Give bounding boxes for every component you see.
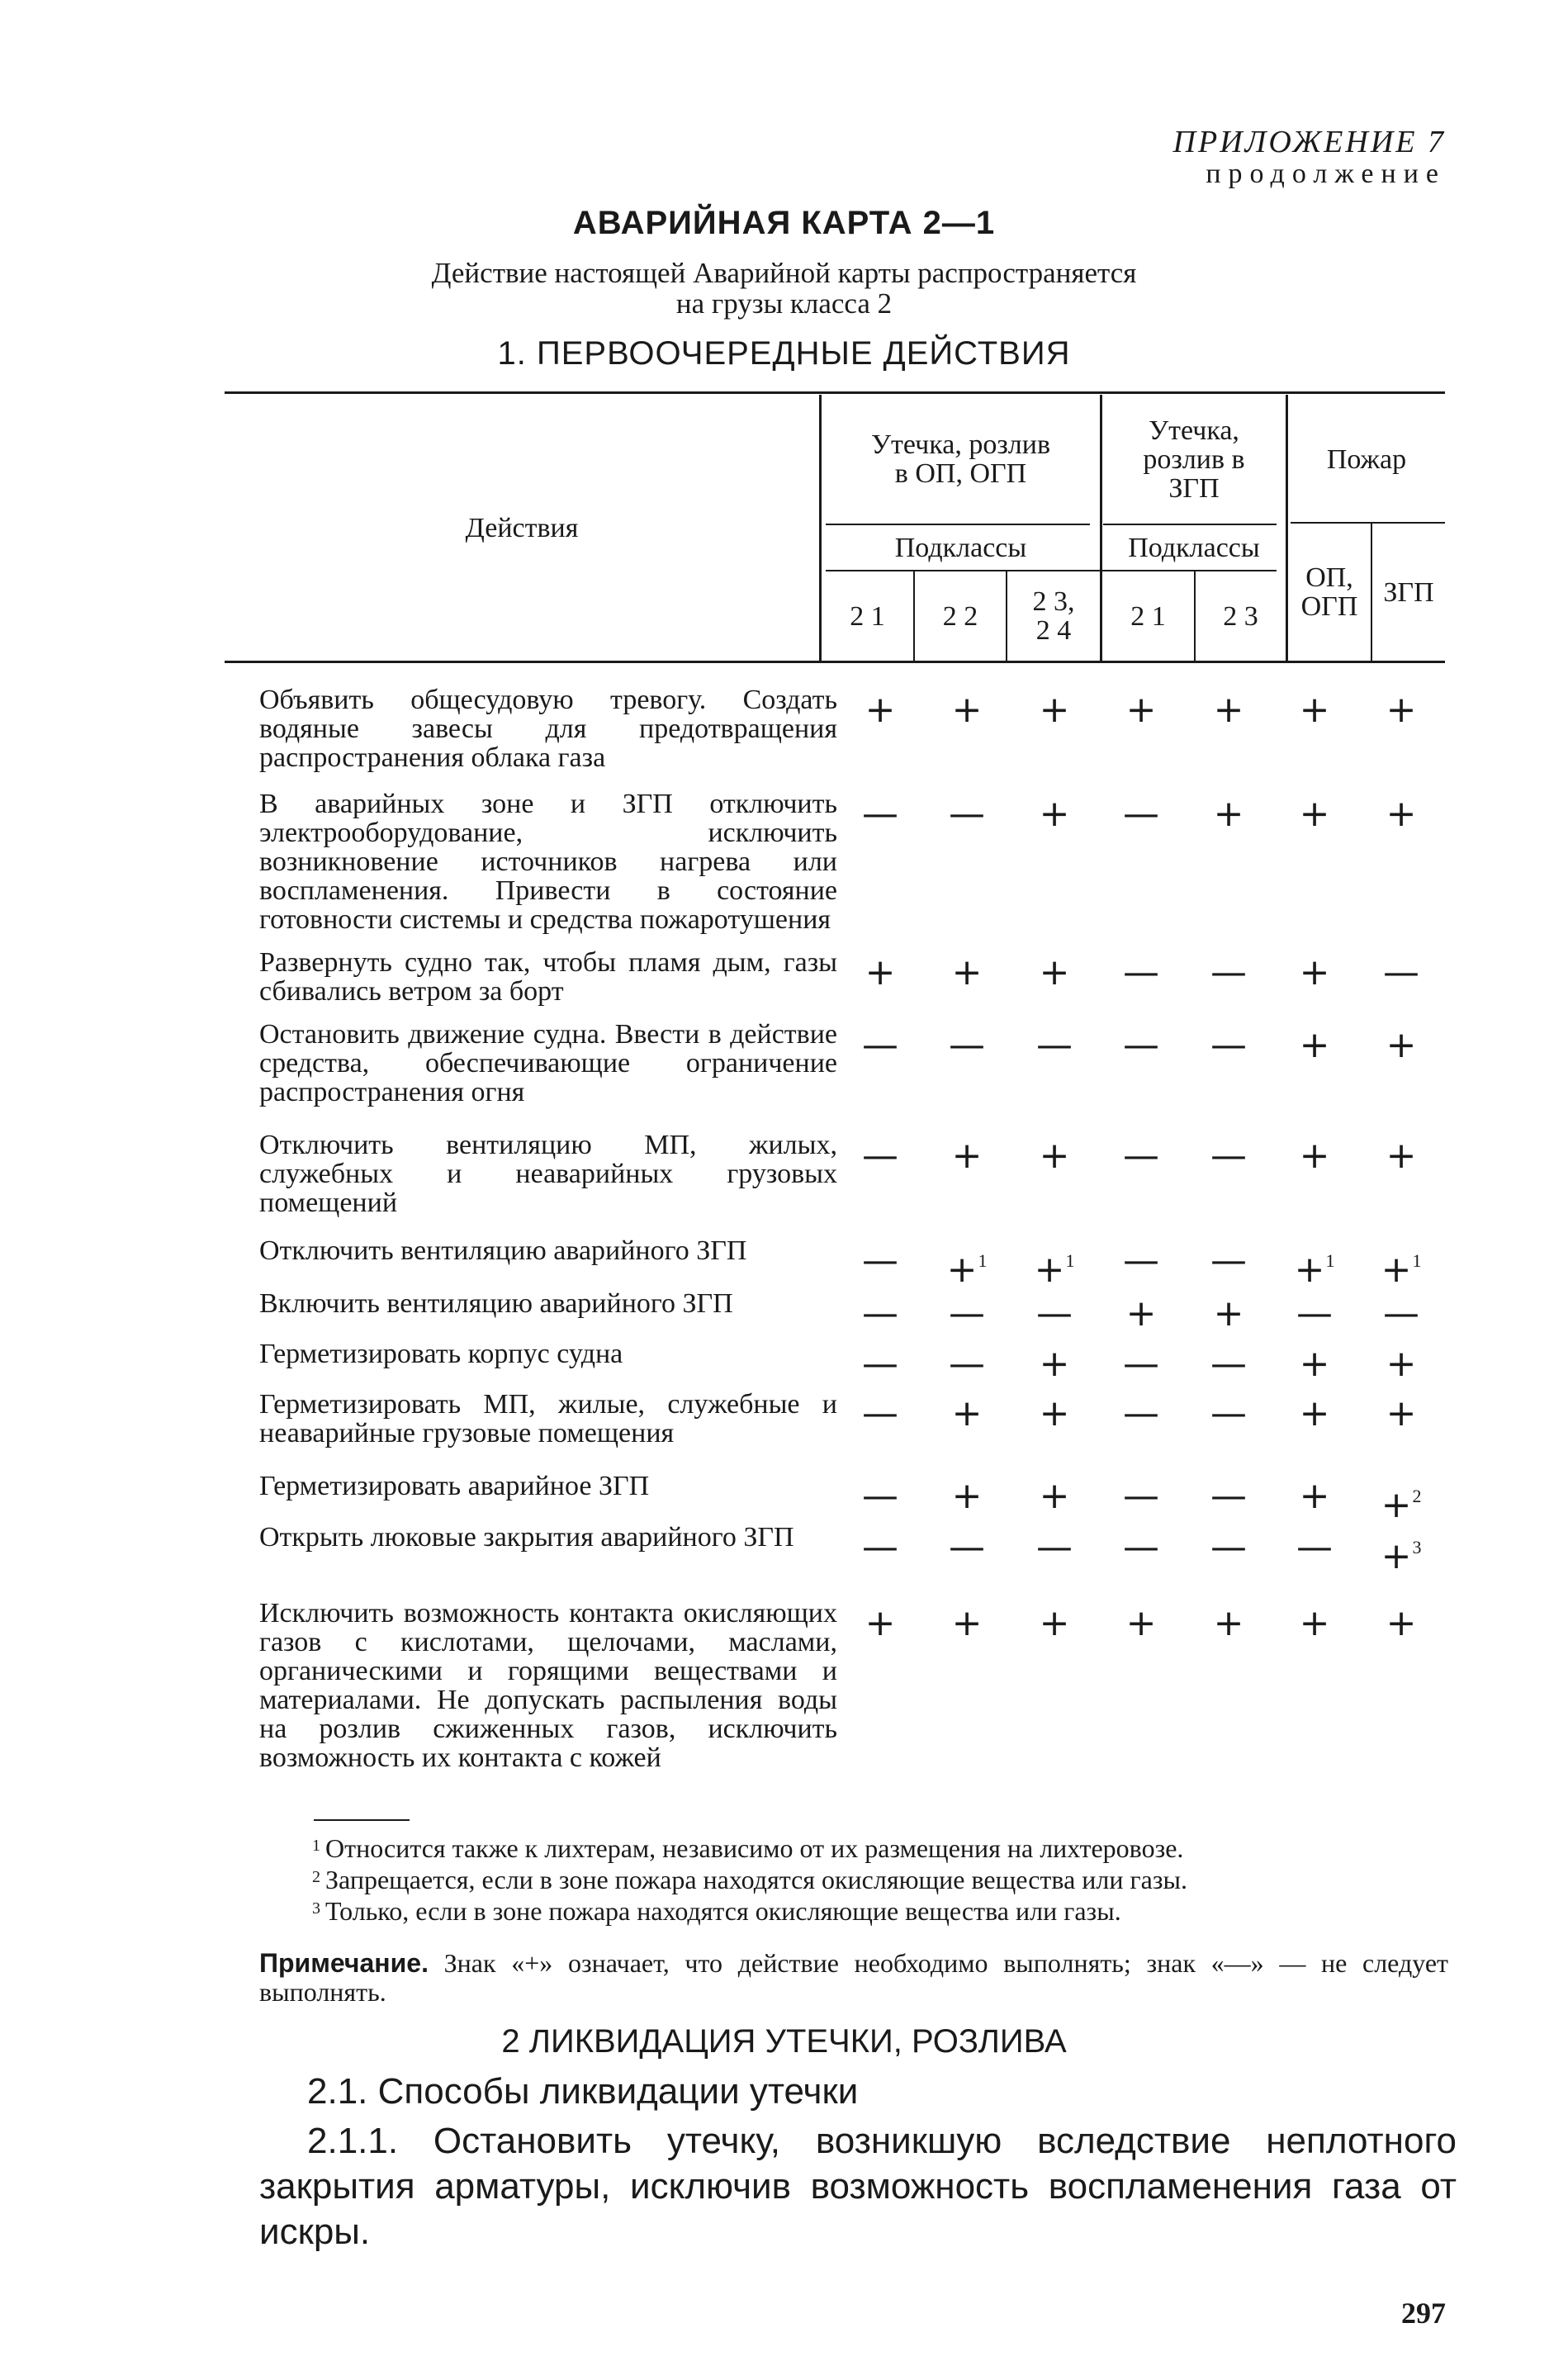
header-subclasses-2 <box>1102 525 1286 570</box>
row-mark <box>1290 689 1339 731</box>
row-mark <box>1376 1292 1426 1335</box>
row-mark-sign: + <box>1299 1602 1330 1644</box>
row-mark <box>1376 1024 1426 1066</box>
row-mark-sign: — <box>862 1475 898 1517</box>
row-mark <box>942 1343 992 1385</box>
row-mark <box>1030 1292 1079 1335</box>
row-mark <box>1116 1292 1166 1335</box>
section-1-title: 1. ПЕРВООЧЕРЕДНЫЕ ДЕЙСТВИЯ <box>497 335 1071 372</box>
row-mark-sign: + <box>1299 951 1330 993</box>
row-mark <box>942 1392 992 1434</box>
row-action-text: Отключить вентиляцию МП, жилых, служебных и неаварийных грузовых помещений <box>259 1130 837 1218</box>
row-mark <box>1376 1602 1426 1644</box>
row-mark-sign: — <box>862 1135 898 1177</box>
row-mark <box>942 951 992 993</box>
row-mark-sign: + <box>1386 1602 1417 1644</box>
row-mark <box>855 1292 905 1335</box>
row-mark-footnote-ref: 1 <box>1065 1250 1075 1271</box>
row-mark <box>1290 1526 1339 1568</box>
row-mark <box>1030 793 1079 835</box>
continuation-label: продолжение <box>1206 159 1446 189</box>
row-mark <box>1030 689 1079 731</box>
row-mark <box>1290 1392 1339 1434</box>
row-mark-sign: + <box>946 1249 978 1291</box>
header-leak-op-line-2: в ОП, ОГП <box>894 458 1027 489</box>
header-sub-22-label: 2 2 <box>942 600 978 632</box>
row-mark-sign: — <box>1123 1135 1159 1177</box>
row-mark <box>942 1602 992 1644</box>
row-mark <box>1376 793 1426 835</box>
row-mark-sign: + <box>951 1135 983 1177</box>
row-mark <box>1204 1292 1253 1335</box>
row-mark <box>855 1343 905 1385</box>
row-mark-sign: + <box>1299 1475 1330 1517</box>
header-fire-zgp <box>1372 524 1445 661</box>
row-mark-sign: — <box>949 1343 985 1385</box>
row-mark-sign: + <box>1039 1135 1070 1177</box>
row-mark <box>1204 1343 1253 1385</box>
scope-line-1: Действие настоящей Аварийной карты распространяется <box>431 257 1137 289</box>
row-mark-sign: + <box>951 951 983 993</box>
row-mark-sign: + <box>865 951 896 993</box>
row-mark-sign: — <box>1123 793 1159 835</box>
row-action-text: Развернуть судно так, чтобы пламя дым, газы сбивались ветром за борт <box>259 947 837 1007</box>
row-mark-sign: — <box>862 793 898 835</box>
row-mark-sign: — <box>1123 1526 1159 1568</box>
header-sub-23 <box>1196 571 1286 661</box>
header-fire-zgp-label: ЗГП <box>1383 576 1434 608</box>
row-mark <box>1030 1392 1079 1434</box>
row-mark-sign: + <box>1294 1249 1325 1291</box>
header-fire <box>1288 395 1445 524</box>
header-sub-21a <box>822 571 913 661</box>
footnote-rule <box>314 1819 410 1821</box>
row-mark <box>942 793 992 835</box>
row-mark-sign: — <box>949 1526 985 1568</box>
page-number: 297 <box>1401 2297 1446 2330</box>
row-mark <box>1204 951 1253 993</box>
row-mark-sign: + <box>951 689 983 731</box>
row-action-text: Герметизировать аварийное ЗГП <box>259 1471 650 1501</box>
note-label: Примечание. <box>259 1948 429 1978</box>
row-mark-sign: + <box>1386 793 1417 835</box>
row-mark <box>1116 1343 1166 1385</box>
row-mark <box>1204 689 1253 731</box>
row-mark-sign: + <box>1386 1392 1417 1434</box>
row-mark <box>855 1602 905 1644</box>
row-mark <box>1290 951 1339 993</box>
header-sub-21b <box>1102 571 1194 661</box>
row-mark-sign: + <box>1299 1392 1330 1434</box>
header-leak-zgp-line-3: ЗГП <box>1168 472 1220 504</box>
row-mark-sign: — <box>862 1343 898 1385</box>
table-top-rule <box>225 391 1445 394</box>
row-mark <box>1030 1135 1079 1177</box>
row-mark-sign: + <box>1299 793 1330 835</box>
row-mark-sign: — <box>1123 1343 1159 1385</box>
footnote-1-text: Относится также к лихтерам, независимо от их размещения на лихтеровозе. <box>325 1833 1184 1863</box>
scope-text <box>0 258 1568 319</box>
row-mark-sign: — <box>862 1240 898 1282</box>
header-sub-2324 <box>1007 571 1100 661</box>
row-action-text: Объявить общесудовую тревогу. Создать водяные завесы для предотвращения распространения облака газа <box>259 685 837 773</box>
row-mark-sign: — <box>1210 1343 1247 1385</box>
row-mark <box>1116 1135 1166 1177</box>
row-mark-footnote-ref: 1 <box>1412 1250 1422 1271</box>
row-action-text: Включить вентиляцию аварийного ЗГП <box>259 1288 733 1319</box>
row-action-text: Остановить движение судна. Ввести в действие средства, обеспечивающие ограничение распространения огня <box>259 1019 837 1107</box>
header-sub-21b-label: 2 1 <box>1130 600 1166 632</box>
row-mark <box>1116 793 1166 835</box>
row-mark <box>855 1392 905 1434</box>
row-mark-sign: — <box>1036 1292 1073 1335</box>
row-mark <box>1376 689 1426 731</box>
row-mark <box>942 1243 992 1291</box>
header-leak-zgp-line-2: розлив в <box>1143 443 1245 475</box>
row-mark-sign: — <box>1210 1392 1247 1434</box>
header-subclasses-2-label: Подклассы <box>1128 532 1260 563</box>
row-mark-sign: + <box>951 1392 983 1434</box>
row-mark-sign: + <box>1299 1024 1330 1066</box>
header-fire-op-line-2: ОГП <box>1300 591 1358 622</box>
row-mark <box>1376 1478 1426 1524</box>
header-subclasses-1 <box>822 525 1100 570</box>
row-mark-sign: — <box>1210 951 1247 993</box>
row-mark <box>1290 1475 1339 1517</box>
row-mark-sign: — <box>862 1024 898 1066</box>
footnote-3-number: 3 <box>312 1899 320 1918</box>
row-mark-sign: — <box>862 1392 898 1434</box>
row-mark-sign: + <box>1039 1392 1070 1434</box>
row-mark-sign: + <box>1381 1535 1412 1577</box>
footnote-2 <box>312 1863 1187 1894</box>
header-sub-2324-line-1: 2 3, <box>1032 586 1075 617</box>
row-mark-sign: — <box>1296 1292 1333 1335</box>
row-mark <box>1030 1024 1079 1066</box>
row-mark-sign: + <box>1213 689 1244 731</box>
row-mark <box>1116 1024 1166 1066</box>
row-mark <box>1030 1475 1079 1517</box>
row-action-text: Герметизировать корпус судна <box>259 1339 623 1369</box>
footnote-1 <box>312 1832 1183 1862</box>
row-mark <box>1290 1243 1339 1291</box>
row-mark-sign: + <box>1039 1475 1070 1517</box>
row-mark <box>855 1475 905 1517</box>
row-mark-sign: + <box>1125 1292 1157 1335</box>
row-mark-sign: — <box>1210 1526 1247 1568</box>
row-mark <box>1376 951 1426 993</box>
row-mark-sign: + <box>1213 1292 1244 1335</box>
row-mark <box>1376 1135 1426 1177</box>
footnote-3 <box>312 1894 1121 1925</box>
row-mark <box>942 689 992 731</box>
row-mark-sign: + <box>951 1602 983 1644</box>
row-mark-footnote-ref: 1 <box>1325 1250 1335 1271</box>
row-mark-sign: — <box>1210 1024 1247 1066</box>
row-mark-sign: + <box>1039 793 1070 835</box>
row-mark-sign: + <box>1034 1249 1065 1291</box>
note-text: Знак «+» означает, что действие необходимо выполнять; знак «—» — не следует выполнять. <box>259 1948 1449 2007</box>
row-mark <box>1376 1243 1426 1291</box>
row-mark-sign: — <box>1123 1475 1159 1517</box>
row-mark-sign: + <box>1386 1135 1417 1177</box>
header-fire-op-line-1: ОП, <box>1305 562 1353 593</box>
row-mark-sign: — <box>1123 1240 1159 1282</box>
row-mark-sign: + <box>1125 689 1157 731</box>
row-action-text: Исключить возможность контакта окисляющих газов с кислотами, щелочами, маслами, органическими и горящими веществами и материалами. Не допускать распыления воды на розлив сжиженных газов, исключить возможность их контакта с кожей <box>259 1598 837 1773</box>
row-action-text: Отключить вентиляцию аварийного ЗГП <box>259 1235 747 1266</box>
row-mark-sign: + <box>1213 1602 1244 1644</box>
row-mark-sign: — <box>1123 1024 1159 1066</box>
header-sub-2324-line-2: 2 4 <box>1035 615 1072 646</box>
header-fire-op <box>1288 524 1371 661</box>
row-mark-sign: + <box>1039 689 1070 731</box>
row-mark <box>1030 1526 1079 1568</box>
header-actions-label: Действия <box>465 512 579 543</box>
row-mark-sign: + <box>1299 689 1330 731</box>
footnote-3-text: Только, если в зоне пожара находятся окисляющие вещества или газы. <box>325 1896 1121 1926</box>
row-mark-sign: + <box>1386 689 1417 731</box>
note <box>259 1949 1448 2007</box>
row-mark-sign: — <box>1210 1475 1247 1517</box>
row-mark <box>1290 793 1339 835</box>
card-title: АВАРИЙНАЯ КАРТА 2—1 <box>572 205 996 241</box>
row-mark <box>1204 1240 1253 1282</box>
section-2-title: 2 ЛИКВИДАЦИЯ УТЕЧКИ, РОЗЛИВА <box>501 2023 1067 2060</box>
row-mark-footnote-ref: 2 <box>1412 1486 1422 1506</box>
row-mark <box>1116 1240 1166 1282</box>
row-mark-sign: — <box>1036 1526 1073 1568</box>
row-mark <box>855 1526 905 1568</box>
row-mark <box>1290 1292 1339 1335</box>
row-mark <box>1030 951 1079 993</box>
row-mark-sign: + <box>1213 793 1244 835</box>
row-mark <box>855 689 905 731</box>
row-action-text: Герметизировать МП, жилые, служебные и неаварийные грузовые помещения <box>259 1389 837 1448</box>
row-mark-sign: — <box>1210 1135 1247 1177</box>
header-fire-label: Пожар <box>1326 443 1407 475</box>
row-mark <box>942 1475 992 1517</box>
header-subclasses-1-label: Подклассы <box>894 532 1027 563</box>
row-mark <box>942 1292 992 1335</box>
paragraph-2-1: 2.1. Способы ликвидации утечки <box>307 2071 859 2112</box>
row-mark <box>1290 1343 1339 1385</box>
row-mark-sign: + <box>1386 1343 1417 1385</box>
row-mark <box>942 1526 992 1568</box>
row-mark-sign: — <box>1036 1024 1073 1066</box>
row-mark-sign: — <box>862 1292 898 1335</box>
row-mark <box>855 951 905 993</box>
row-mark <box>1376 1392 1426 1434</box>
row-mark <box>1030 1243 1079 1291</box>
header-sub-22 <box>915 571 1006 661</box>
row-mark-sign: — <box>949 793 985 835</box>
header-leak-op-line-1: Утечка, розлив <box>870 429 1050 460</box>
header-sub-21a-label: 2 1 <box>850 600 885 632</box>
row-mark-sign: + <box>1125 1602 1157 1644</box>
row-mark <box>1116 1392 1166 1434</box>
row-mark <box>1290 1135 1339 1177</box>
row-mark-sign: — <box>1383 951 1419 993</box>
row-mark <box>1116 1602 1166 1644</box>
row-mark <box>1116 1475 1166 1517</box>
row-mark-sign: — <box>949 1024 985 1066</box>
row-mark <box>1204 1475 1253 1517</box>
row-mark-sign: + <box>1039 951 1070 993</box>
row-mark <box>855 1024 905 1066</box>
row-mark <box>1116 951 1166 993</box>
row-mark-sign: + <box>1299 1343 1330 1385</box>
table-header-bottom-rule <box>225 661 1445 663</box>
row-mark-sign: + <box>865 1602 896 1644</box>
header-sub-23-label: 2 3 <box>1223 600 1258 632</box>
row-mark-sign: + <box>1381 1484 1412 1526</box>
row-mark-sign: — <box>1210 1240 1247 1282</box>
row-mark <box>1204 1024 1253 1066</box>
row-mark-sign: — <box>1383 1292 1419 1335</box>
header-leak-zgp-line-1: Утечка, <box>1149 415 1239 446</box>
row-action-text: В аварийных зоне и ЗГП отключить электрооборудование, исключить возникновение источников нагрева или воспламенения. Привести в состояние готовности системы и средства пожаротушения <box>259 789 837 935</box>
row-mark <box>942 1024 992 1066</box>
row-mark-sign: + <box>1039 1343 1070 1385</box>
row-mark <box>1030 1343 1079 1385</box>
row-mark <box>1116 689 1166 731</box>
row-mark <box>855 1135 905 1177</box>
row-mark <box>855 793 905 835</box>
row-mark <box>942 1135 992 1177</box>
row-mark-footnote-ref: 1 <box>978 1250 988 1271</box>
paragraph-2-1-1: 2.1.1. Остановить утечку, возникшую вследствие неплотного закрытия арматуры, исключив возможность воспламенения газа от искры. <box>259 2121 1457 2252</box>
footnote-1-number: 1 <box>312 1837 320 1855</box>
appendix-label: ПРИЛОЖЕНИЕ 7 <box>1172 125 1446 159</box>
row-mark <box>1204 793 1253 835</box>
row-mark-sign: + <box>1299 1135 1330 1177</box>
row-mark-sign: — <box>1123 1392 1159 1434</box>
footnote-2-text: Запрещается, если в зоне пожара находятся окисляющие вещества или газы. <box>325 1865 1187 1894</box>
row-action-text: Открыть люковые закрытия аварийного ЗГП <box>259 1522 794 1553</box>
row-mark <box>1376 1529 1426 1575</box>
row-mark-sign: — <box>1123 951 1159 993</box>
row-mark-sign: + <box>1381 1249 1412 1291</box>
row-mark-footnote-ref: 3 <box>1412 1537 1422 1557</box>
footnote-2-number: 2 <box>312 1868 320 1886</box>
row-mark <box>1204 1526 1253 1568</box>
row-mark <box>1204 1135 1253 1177</box>
header-leak-op <box>822 395 1100 524</box>
row-mark <box>1376 1343 1426 1385</box>
row-mark <box>1290 1602 1339 1644</box>
row-mark-sign: — <box>1296 1526 1333 1568</box>
row-mark <box>1116 1526 1166 1568</box>
row-mark <box>1204 1392 1253 1434</box>
header-leak-zgp <box>1102 395 1286 524</box>
row-mark-sign: — <box>862 1526 898 1568</box>
row-mark-sign: — <box>949 1292 985 1335</box>
row-mark <box>1030 1602 1079 1644</box>
row-mark-sign: + <box>1039 1602 1070 1644</box>
row-mark-sign: + <box>951 1475 983 1517</box>
row-mark <box>855 1240 905 1282</box>
scope-line-2: на грузы класса 2 <box>675 287 893 320</box>
row-mark-sign: + <box>865 689 896 731</box>
row-mark <box>1204 1602 1253 1644</box>
row-mark <box>1290 1024 1339 1066</box>
header-actions <box>225 395 819 661</box>
row-mark-sign: + <box>1386 1024 1417 1066</box>
